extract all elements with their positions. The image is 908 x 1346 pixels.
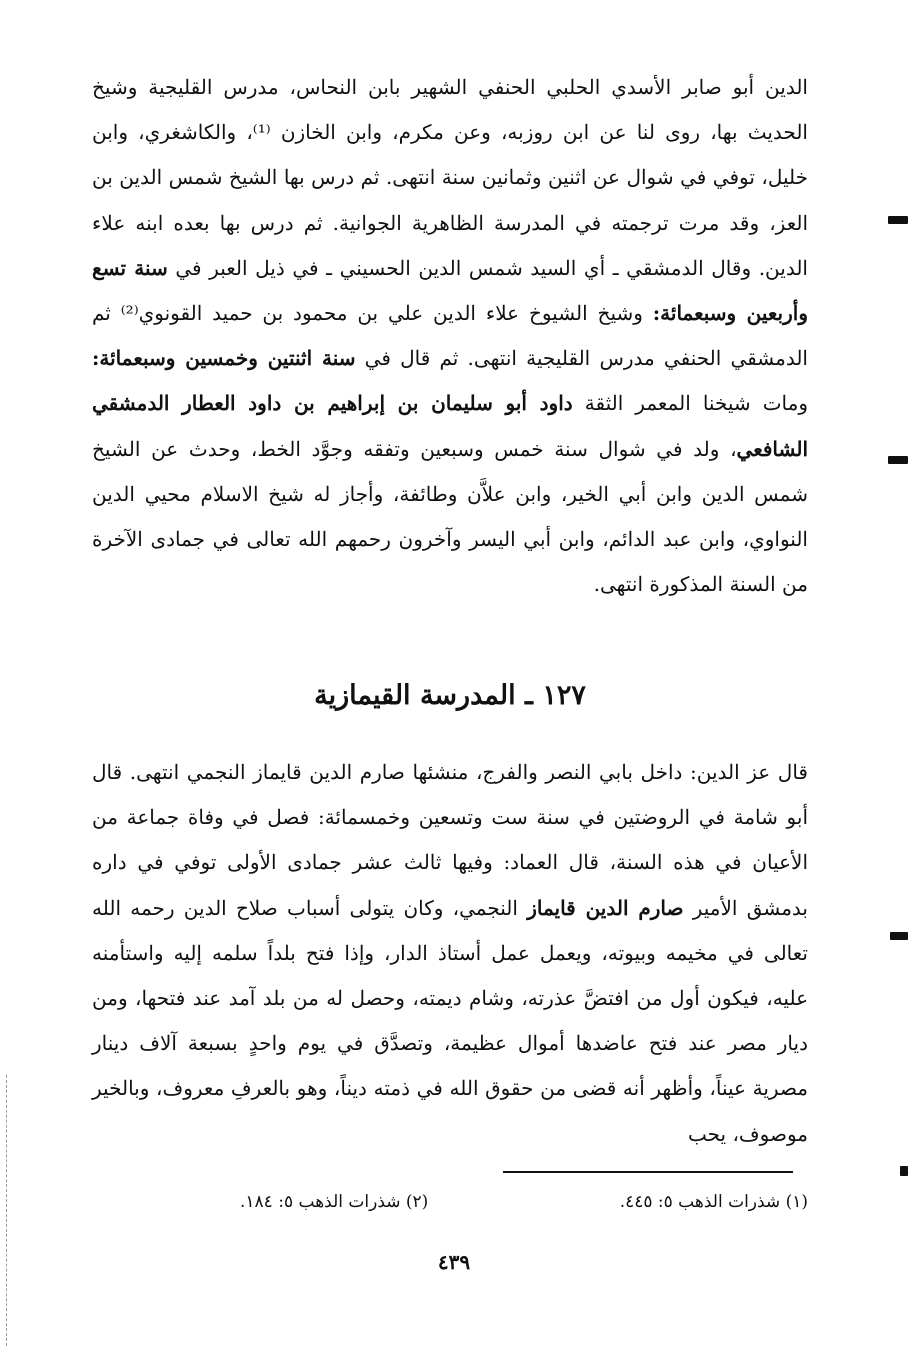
gutter-edge [6, 1075, 7, 1346]
paragraph-1 [92, 65, 808, 607]
text-segment: ، والكاشغري، وابن خليل، توفي في شوال عن اثنين وثمانين سنة انتهى. ثم درس بها الشيخ شمس الدين بن العز، وقد مرت ترجمته في المدرسة الظاهرية الجوانية. ثم درس بها بعده ابنه علاء الدين. وقال الدمشقي ـ أي السيد شمس الدين الحسيني ـ في ذيل العبر في [92, 120, 808, 280]
text-segment: قال عز الدين: داخل بابي النصر والفرج، منشئها صارم الدين قايماز النجمي انتهى. قال أبو شامة في الروضتين في سنة ست وتسعين وخمسمائة: فصل في وفاة جماعة من الأعيان في هذه السنة، قال العماد: وفيها ثالث عشر جمادى الأولى توفي في داره بدمشق الأمير [92, 760, 808, 920]
page-number: ٤٣٩ [437, 1250, 471, 1274]
text-segment: ثم الدمشقي الحنفي مدرس القليجية انتهى. ثم قال في [92, 301, 808, 371]
section-heading: ١٢٧ ـ المدرسة القيمازية [314, 680, 586, 711]
text-segment: الدين أبو صابر الأسدي الحلبي الحنفي الشهير بابن النحاس، مدرس القليجية وشيخ الحديث بها، روى لنا عن ابن روزبه، وعن مكرم، وابن الخازن [92, 75, 808, 145]
footnote-ref-2: ⁽²⁾ [120, 301, 139, 326]
footnote-ref-1: ⁽¹⁾ [252, 120, 271, 145]
text-segment: وشيخ الشيوخ علاء الدين علي بن محمود بن حميد القونوي [138, 301, 653, 326]
footnote-divider [503, 1171, 793, 1173]
margin-marker [890, 932, 908, 940]
text-segment: ومات شيخنا المعمر الثقة [572, 391, 808, 416]
bold-year-752: سنة اثنتين وخمسين وسبعمائة: [92, 346, 356, 371]
text-segment: ، ولد في شوال سنة خمس وسبعين وتفقه وجوَّد الخط، وحدث عن الشيخ شمس الدين وابن أبي الخير، وابن علاَّن وطائفة، وأجاز له شيخ الاسلام محيي الدين النواوي، وابن عبد الدائم، وابن أبي اليسر وآخرون رحمهم الله تعالى في جمادى الآخرة من السنة المذكورة انتهى. [92, 436, 808, 597]
footnote-1: (١) شذرات الذهب ٥: ٤٤٥. [619, 1192, 808, 1212]
footnotes [240, 1188, 808, 1216]
bold-year-749: سنة تسع وأربعين وسبعمائة: [92, 255, 808, 326]
bold-person-name: صارم الدين قايماز [527, 895, 684, 920]
margin-marker [888, 216, 908, 224]
paragraph-2 [92, 750, 808, 1157]
bold-person-name: داود أبو سليمان بن إبراهيم بن داود العطار الدمشقي الشافعي [92, 391, 808, 461]
footnote-2: (٢) شذرات الذهب ٥: ١٨٤. [240, 1192, 429, 1212]
text-segment: النجمي، وكان يتولى أسباب صلاح الدين رحمه الله تعالى في مخيمه وبيوته، ويعمل عمل أستاذ الدار، وإذا فتح بلداً سلمه إليه واستأمنه عليه، فيكون أول من افتضَّ عذرته، وشام ديمته، وحصل له من بلد آمد عند فتحها، ومن ديار مصر عند فتح عاضدها أموال عظيمة، وتصدَّق في يوم واحدٍ بسبعة آلاف دينار مصرية عيناً، وأظهر أنه قضى من حقوق الله في ذمته ديناً، وهو بالعرفِ معروف، وبالخير موصوف، يحب [92, 895, 809, 1146]
margin-marker [900, 1166, 908, 1176]
margin-marker [888, 456, 908, 464]
